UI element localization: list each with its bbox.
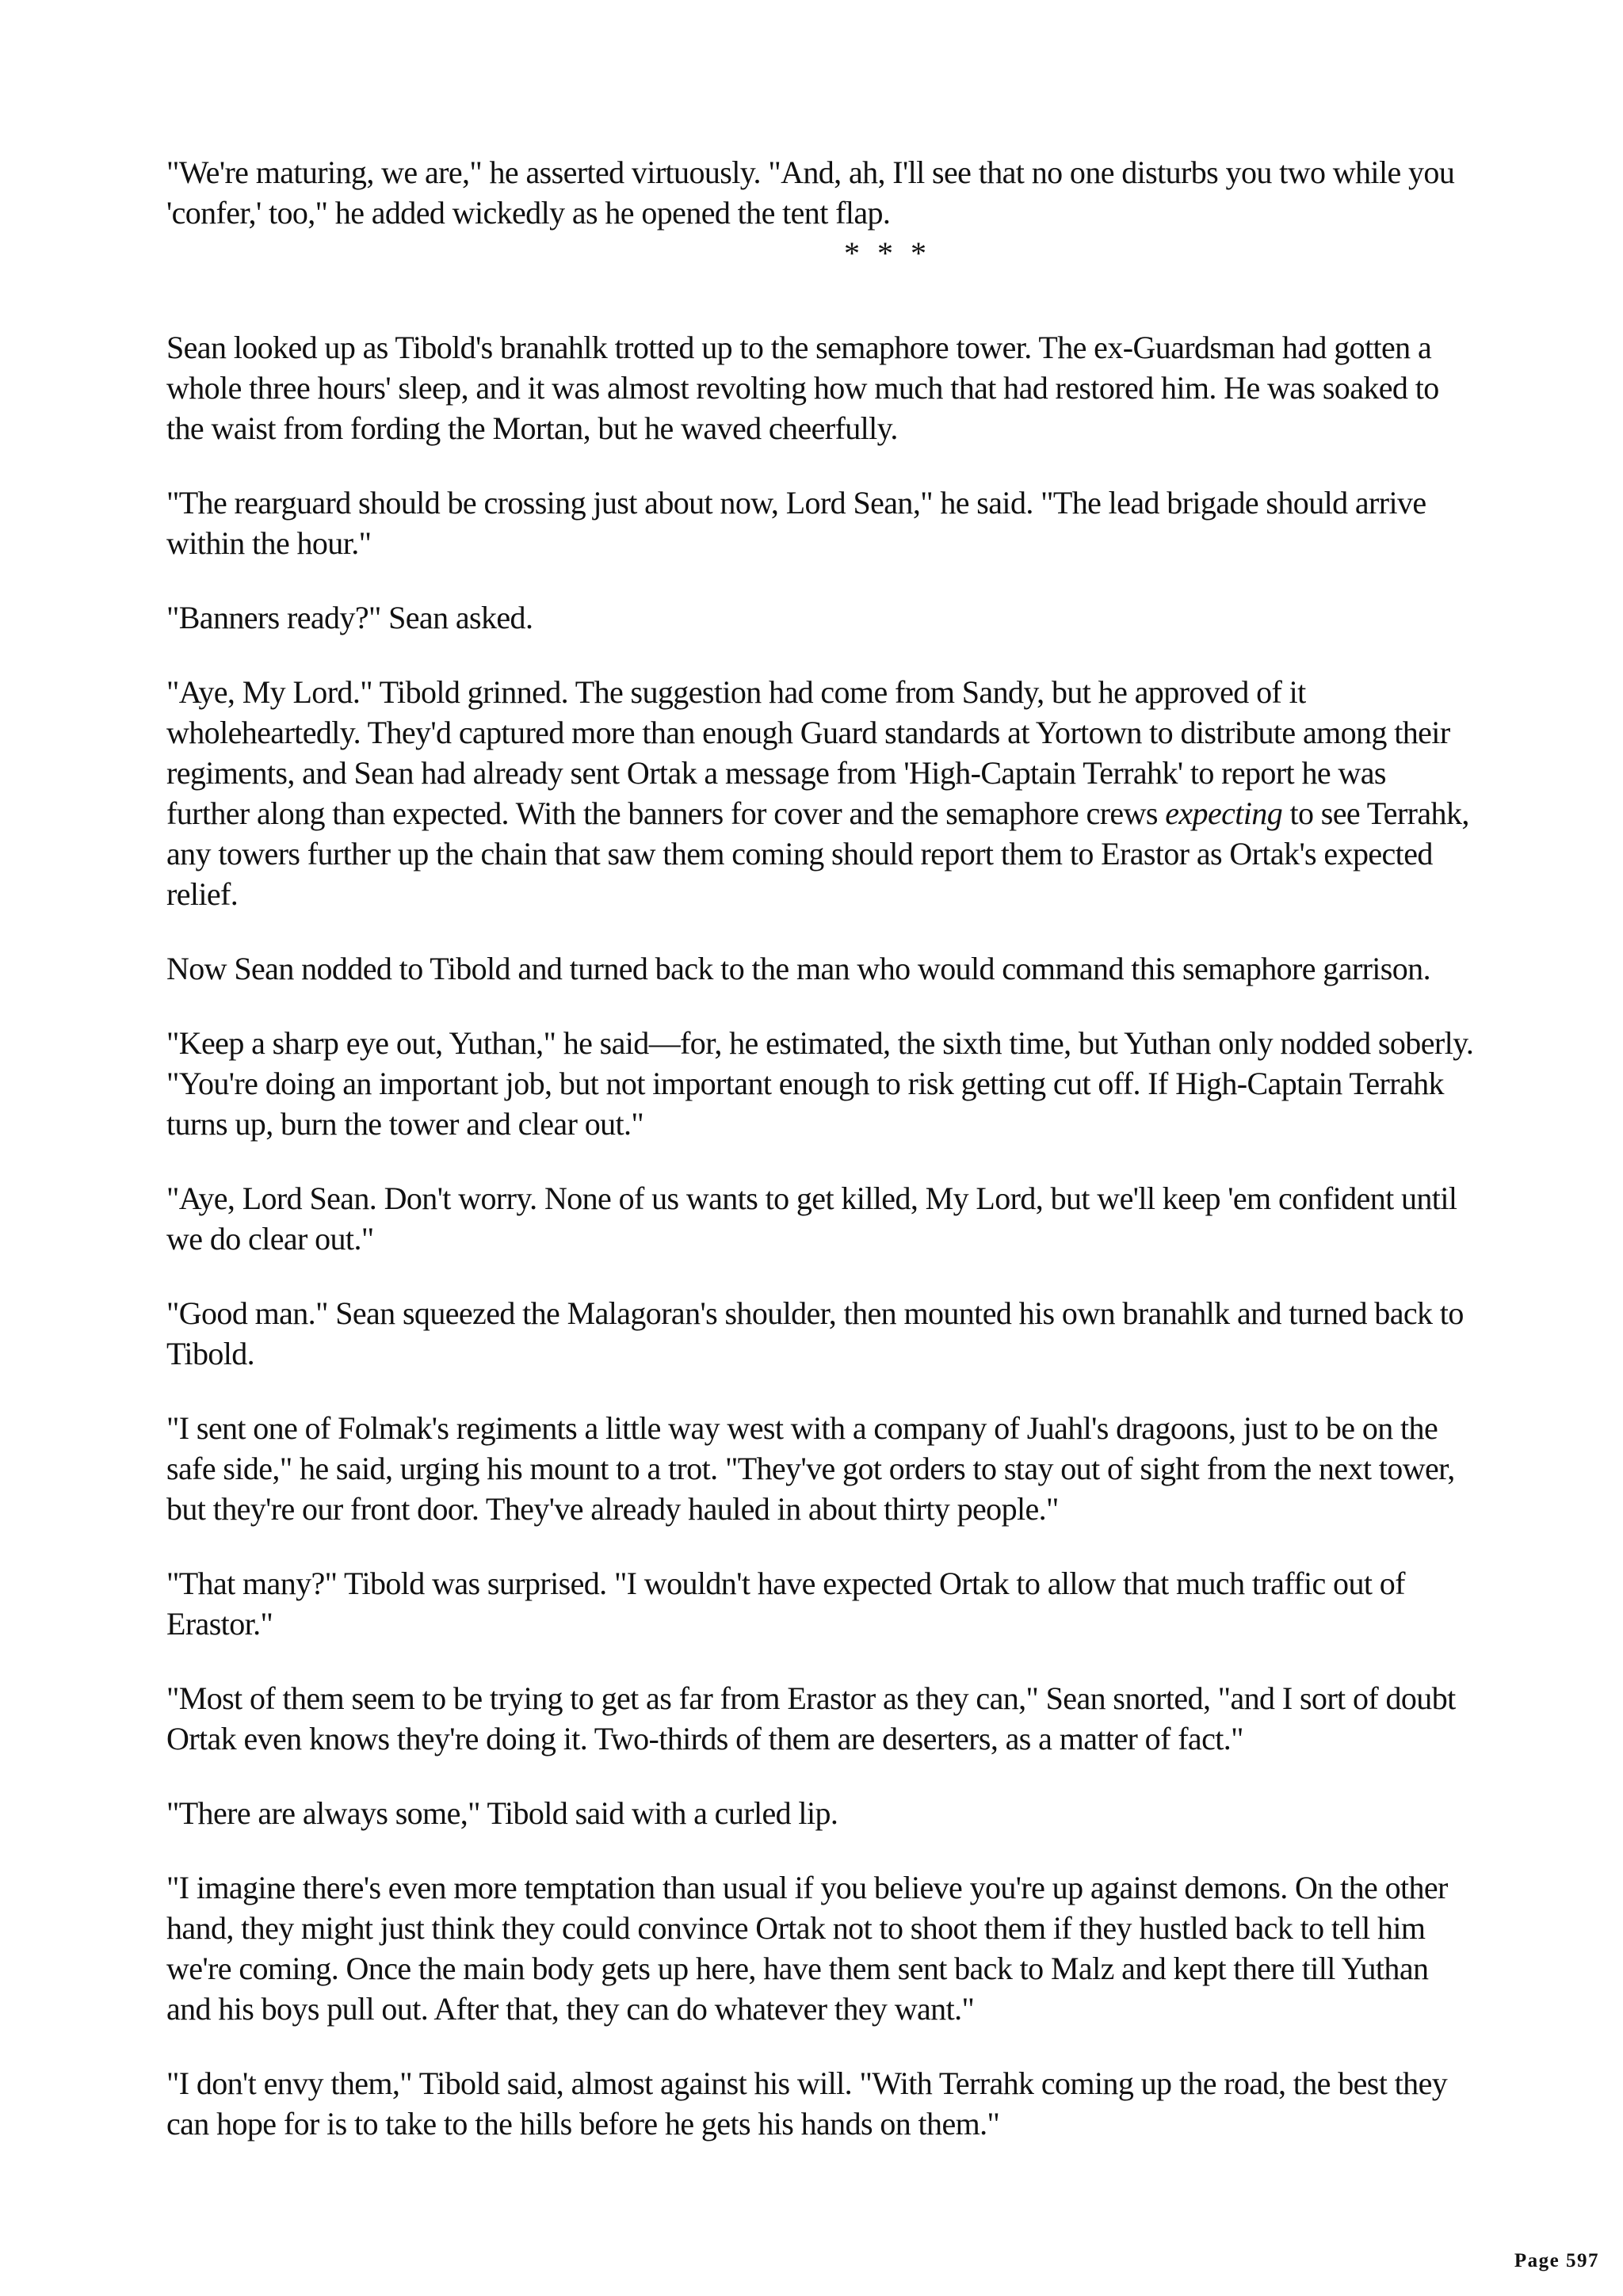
paragraph-11: "Most of them seem to be trying to get as far from Erastor as they can," Sean snorted, "and I sort of doubt Ortak even knows they're doing it. Two-thirds of them are deserters, as a matter of fact." [166, 1680, 1456, 1756]
paragraph-0: "We're maturing, we are," he asserted virtuously. "And, ah, I'll see that no one disturbs you two while you 'confer,' too," he added wickedly as he opened the tent flap. [166, 154, 1455, 231]
paragraph-10: "That many?" Tibold was surprised. "I wouldn't have expected Ortak to allow that much traffic out of Erastor." [166, 1566, 1405, 1642]
paragraph-4 [166, 672, 1474, 914]
paragraph-8: "Good man." Sean squeezed the Malagoran's shoulder, then mounted his own branahlk and turned back to Tibold. [166, 1295, 1464, 1371]
paragraph-12: "There are always some," Tibold said with a curled lip. [166, 1795, 838, 1831]
emphasis-expecting: expecting [1165, 795, 1283, 831]
paragraph-6: "Keep a sharp eye out, Yuthan," he said—for, he estimated, the sixth time, but Yuthan only nodded soberly. "You're doing an important job, but not important enough to risk getting cut off. If High-Captain Terrahk turns up, burn the tower and clear out." [166, 1025, 1474, 1142]
paragraph-7: "Aye, Lord Sean. Don't worry. None of us wants to get killed, My Lord, but we'll keep 'em confident until we do clear out." [166, 1180, 1457, 1257]
paragraph-4-part-a: "Aye, My Lord." Tibold grinned. The suggestion had come from Sandy, but he approved of it wholeheartedly. They'd captured more than enough Guard standards at Yortown to distribute among their regiments, and Sean had already sent Ortak a message from 'High-Captain Terrahk' to report he was further along than expected. With the banners for cover and the semaphore crews [166, 674, 1450, 831]
paragraph-2: "The rearguard should be crossing just about now, Lord Sean," he said. "The lead brigade should arrive within the hour." [166, 485, 1426, 561]
page-number: Page 597 [1514, 2250, 1599, 2271]
paragraph-5: Now Sean nodded to Tibold and turned back to the man who would command this semaphore garrison. [166, 951, 1430, 986]
paragraph-1: Sean looked up as Tibold's branahlk trotted up to the semaphore tower. The ex-Guardsman had gotten a whole three hours' sleep, and it was almost revolting how much that had restored him. He was soaked to the waist from fording the Mortan, but he waved cheerfully. [166, 330, 1439, 446]
paragraph-13: "I imagine there's even more temptation than usual if you believe you're up against demons. On the other hand, they might just think they could convince Ortak not to shoot them if they hustled back to tell him we're coming. Once the main body gets up here, have them sent back to Malz and kept there till Yuthan and his boys pull out. After that, they can do whatever they want." [166, 1870, 1448, 2027]
paragraph-3: "Banners ready?" Sean asked. [166, 600, 533, 635]
scene-break: * * * [844, 235, 931, 271]
page-body [166, 152, 1474, 2178]
paragraph-9: "I sent one of Folmak's regiments a little way west with a company of Juahl's dragoons, just to be on the safe side," he said, urging his mount to a trot. "They've got orders to stay out of sight from the next tower, but they're our front door. They've already hauled in about thirty people." [166, 1410, 1455, 1527]
paragraph-4-part-b: to see Terrahk, any towers further up the chain that saw them coming should report them to Erastor as Ortak's expected relief. [166, 795, 1469, 912]
paragraph-14: "I don't envy them," Tibold said, almost against his will. "With Terrahk coming up the road, the best they can hope for is to take to the hills before he gets his hands on them." [166, 2065, 1448, 2142]
